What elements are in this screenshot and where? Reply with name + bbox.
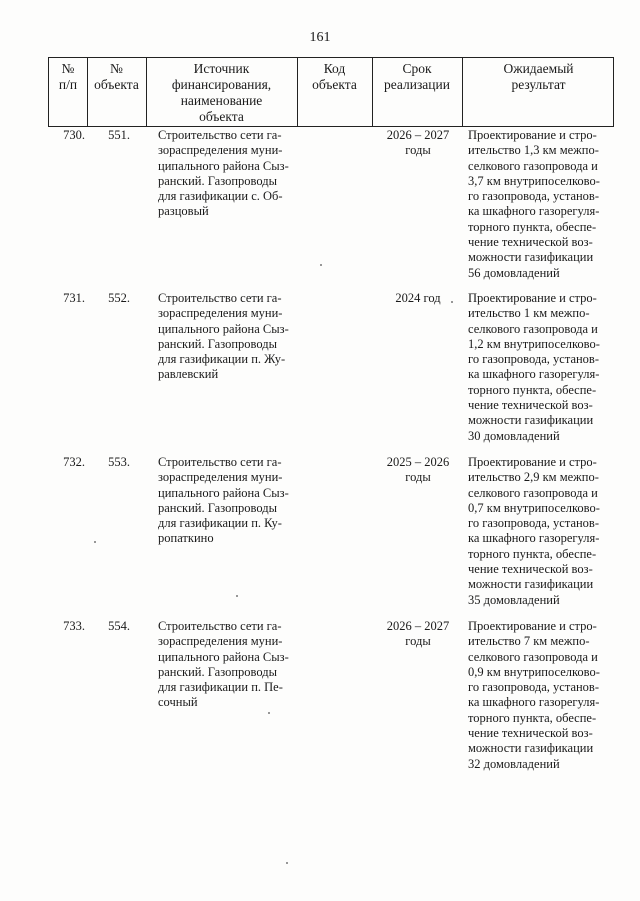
header-code: Код объекта	[312, 61, 357, 92]
row-num: 733.	[63, 619, 85, 633]
header-source: Источник финансирования, наименование объекта	[171, 61, 272, 124]
source-text: Строительство сети га- зораспределения муни- ципального района Сыз- ранский. Газопроводы для газификации с. Об- разцовый	[158, 128, 289, 219]
scan-speck	[94, 541, 96, 543]
row-num: 732.	[63, 455, 85, 469]
source-text: Строительство сети га- зораспределения муни- ципального района Сыз- ранский. Газопроводы для газификации п. Жу- равлевский	[158, 291, 289, 382]
term-text: 2025 – 2026 годы	[386, 455, 450, 485]
result-text: Проектирование и стро- ительство 2,9 км межпо- селкового газопровода и 0,7 км внутрипоселково- го газопровода, установ- ка шкафного газорегуля- торного пункта, обеспе- чение технической воз- можности газификации 35 домовладений	[468, 455, 600, 607]
result-text: Проектирование и стро- ительство 7 км межпо- селкового газопровода и 0,9 км внутрипоселково- го газопровода, установ- ка шкафного газорегуля- торного пункта, обеспе- чение технической воз- можности газификации 32 домовладений	[468, 619, 600, 771]
table-header	[48, 57, 614, 127]
object-num: 553.	[108, 455, 130, 469]
term-text: 2026 – 2027 годы	[386, 128, 450, 158]
row-num: 731.	[63, 291, 85, 305]
scan-speck	[320, 264, 322, 266]
header-num: № п/п	[58, 61, 78, 92]
term-text: 2026 – 2027 годы	[386, 619, 450, 649]
source-text: Строительство сети га- зораспределения муни- ципального района Сыз- ранский. Газопроводы для газификации п. Ку- ропаткино	[158, 455, 289, 546]
page-number: 161	[309, 30, 331, 45]
object-num: 551.	[108, 128, 130, 142]
scan-speck	[268, 712, 270, 714]
scan-speck	[286, 862, 288, 864]
scan-speck	[236, 595, 238, 597]
result-text: Проектирование и стро- ительство 1,3 км межпо- селкового газопровода и 3,7 км внутрипоселково- го газопровода, установ- ка шкафного газорегуля- торного пункта, обеспе- чение технической воз- можности газификации 56 домовладений	[468, 128, 600, 280]
object-num: 552.	[108, 291, 130, 305]
scan-speck	[451, 301, 453, 303]
header-term: Срок реализации	[384, 61, 450, 92]
result-text: Проектирование и стро- ительство 1 км межпо- селкового газопровода и 1,2 км внутрипоселково- го газопровода, установ- ка шкафного газорегуля- торного пункта, обеспе- чение технической воз- можности газификации 30 домовладений	[468, 291, 600, 443]
row-num: 730.	[63, 128, 85, 142]
header-result: Ожидаемый результат	[503, 61, 574, 92]
object-num: 554.	[108, 619, 130, 633]
header-object-num: № объекта	[94, 61, 139, 92]
source-text: Строительство сети га- зораспределения муни- ципального района Сыз- ранский. Газопроводы для газификации п. Пе- сочный	[158, 619, 289, 710]
term-text: 2024 год	[395, 291, 441, 305]
